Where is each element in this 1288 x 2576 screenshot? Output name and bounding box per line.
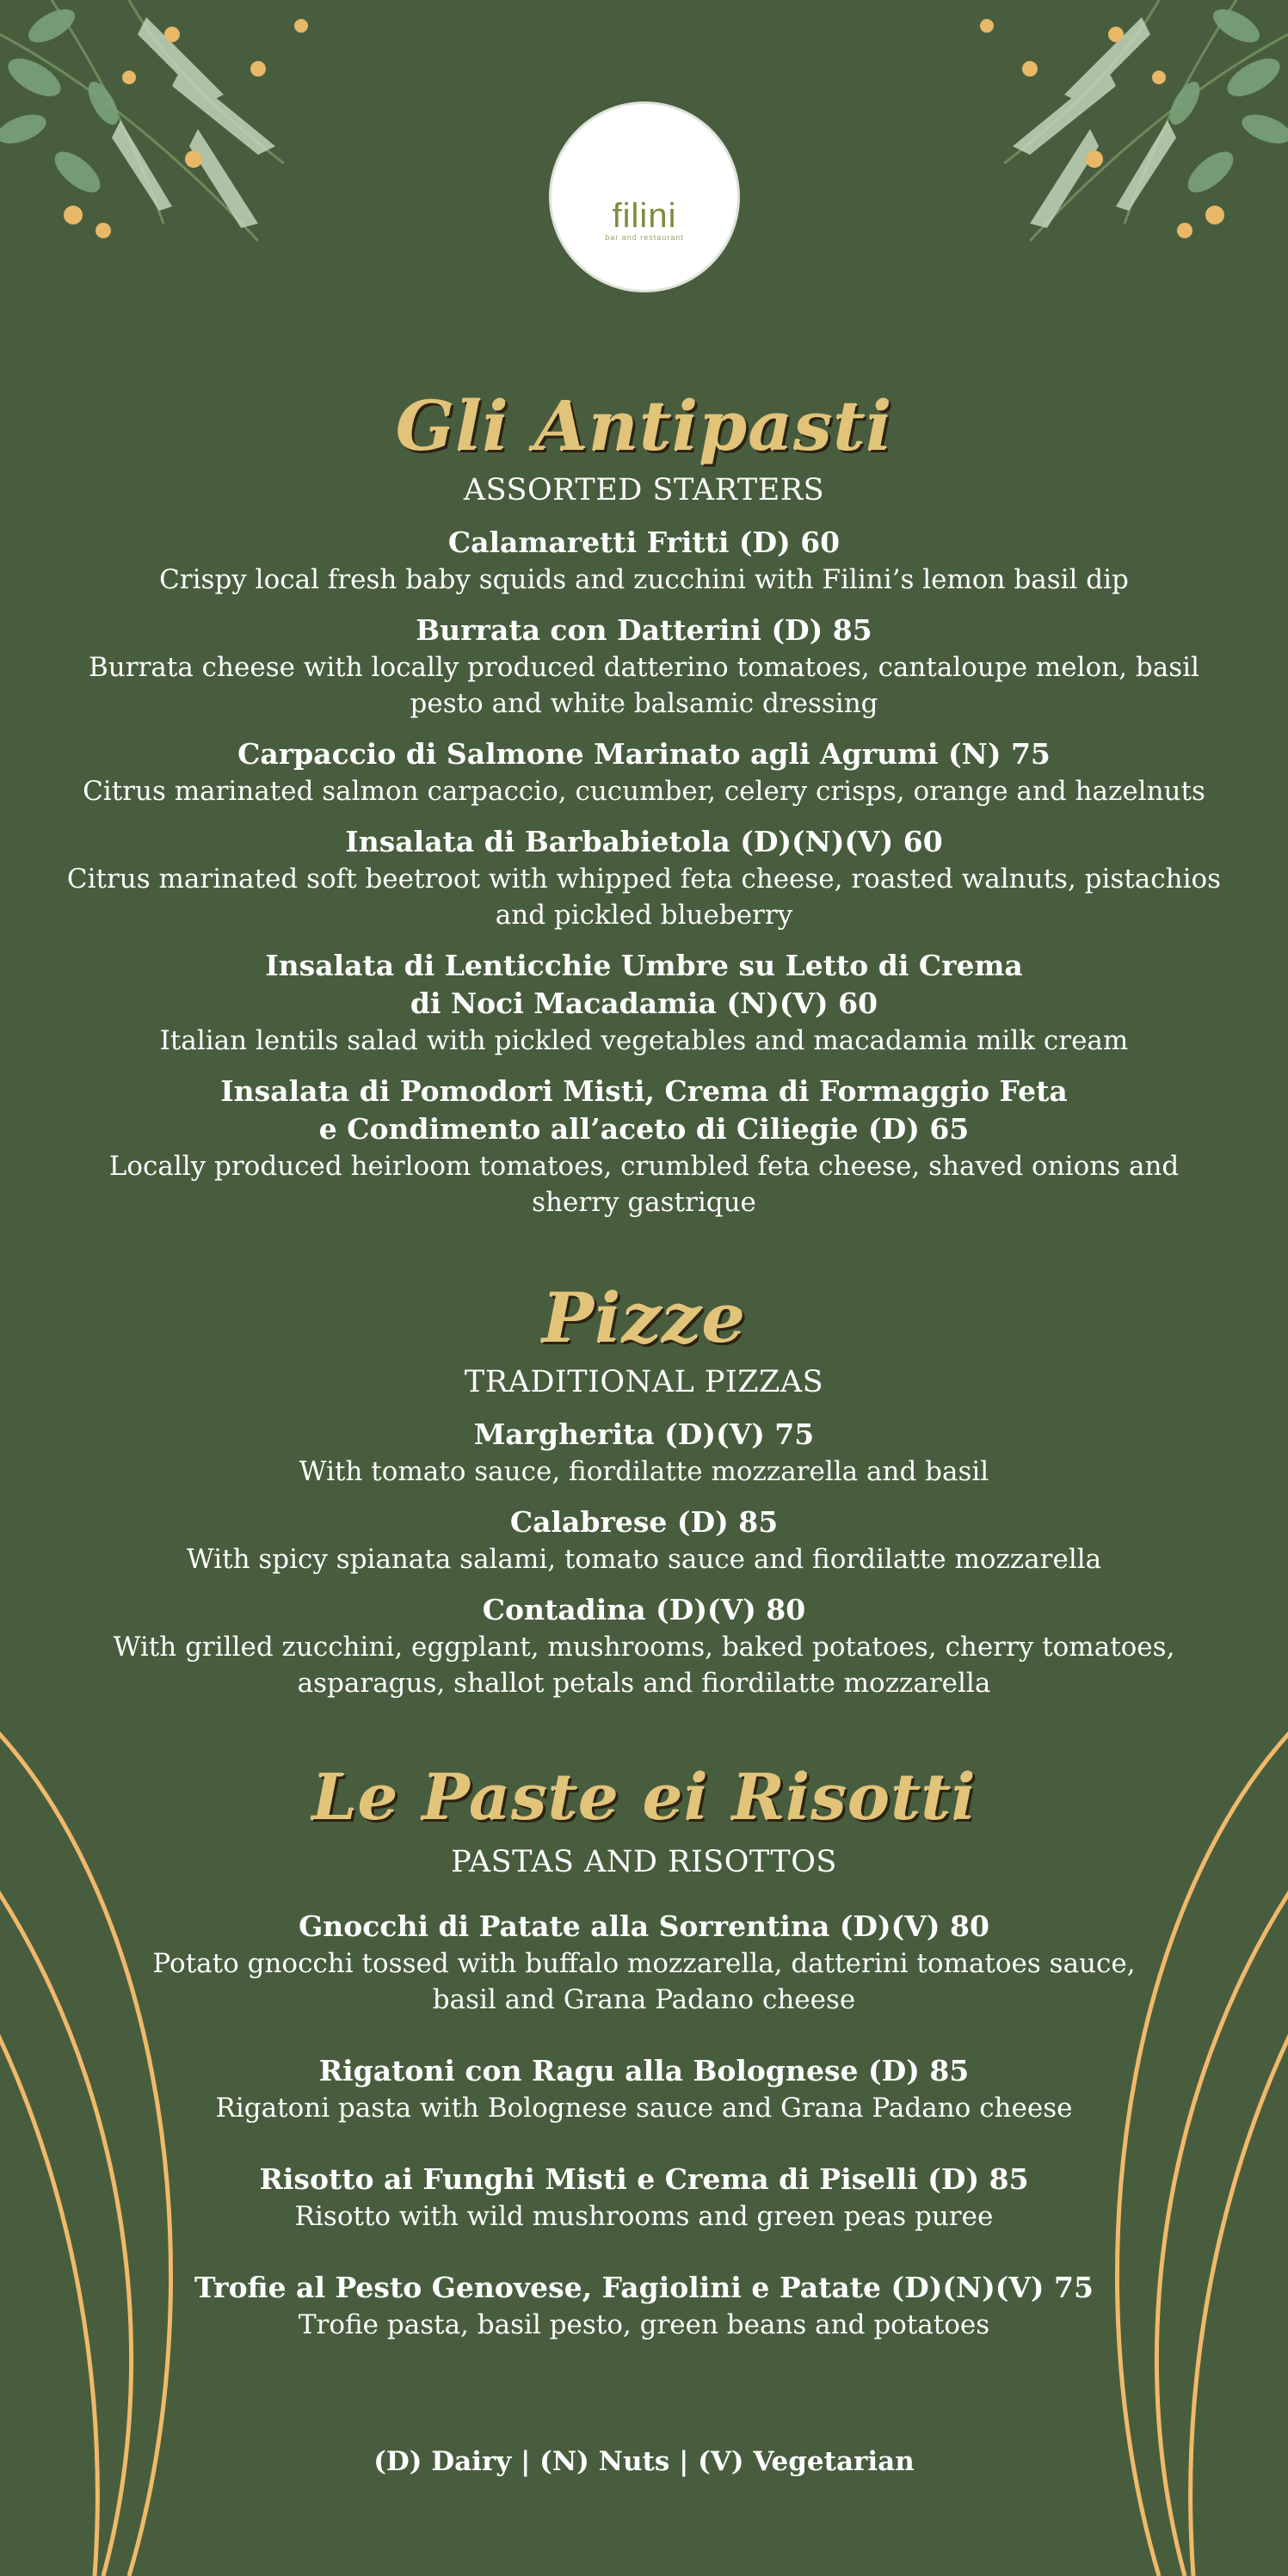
section-subtitle: PASTAS AND RISOTTOS [451, 1845, 837, 1879]
dietary-legend: (D) Dairy | (N) Nuts | (V) Vegetarian [373, 2446, 915, 2477]
foliage-left-decoration [0, 0, 344, 249]
section-subtitle: ASSORTED STARTERS [463, 473, 825, 507]
menu-item [52, 1073, 1236, 1220]
dish-description: Locally produced heirloom tomatoes, crumbled feta cheese, shaved onions and sherry gastrique [108, 1151, 1180, 1218]
foliage-right-decoration [944, 0, 1288, 249]
dish-description: Crispy local fresh baby squids and zucchini with Filini’s lemon basil dip [159, 564, 1129, 595]
dish-name: Gnocchi di Patate alla Sorrentina (D)(V) 80 [299, 1909, 989, 1943]
menu-item [52, 524, 1236, 598]
dish-name: Calabrese (D) 85 [509, 1505, 779, 1539]
dish-description: Citrus marinated soft beetroot with whipped feta cheese, roasted walnuts, pistachios and pickled blueberry [66, 864, 1222, 931]
dish-name: Insalata di Pomodori Misti, Crema di Formaggio Feta e Condimento all’aceto di Ciliegie (D) 65 [220, 1074, 1068, 1146]
dish-description: Italian lentils salad with pickled vegetables and macadamia milk cream [159, 1025, 1129, 1056]
menu-item [52, 612, 1236, 722]
dish-description: With spicy spianata salami, tomato sauce and fiordilatte mozzarella [186, 1544, 1102, 1575]
logo-tagline: bar and restaurant [605, 233, 684, 242]
dish-description: Citrus marinated salmon carpaccio, cucumber, celery crisps, orange and hazelnuts [83, 776, 1205, 807]
dish-description: Potato gnocchi tossed with buffalo mozzarella, datterini tomatoes sauce, basil and Grana Padano cheese [152, 1948, 1136, 2015]
menu-item [52, 1591, 1236, 1701]
section-title: Gli Antipasti [395, 385, 893, 466]
menu-item [52, 2269, 1236, 2343]
dish-name: Burrata con Datterini (D) 85 [416, 613, 872, 647]
dish-description: With grilled zucchini, eggplant, mushrooms, baked potatoes, cherry tomatoes, asparagus, shallot petals and fiordilatte mozzarella [113, 1632, 1175, 1699]
menu-item [52, 735, 1236, 809]
logo-name: filini [612, 197, 677, 235]
dish-name: Insalata di Barbabietola (D)(N)(V) 60 [345, 825, 943, 858]
dish-name: Calamaretti Fritti (D) 60 [447, 526, 841, 559]
section-subtitle: TRADITIONAL PIZZAS [464, 1365, 824, 1399]
restaurant-logo [549, 101, 740, 292]
dish-description: Burrata cheese with locally produced datterino tomatoes, cantaloupe melon, basil pesto and white balsamic dressing [89, 652, 1199, 719]
menu-item [52, 2161, 1236, 2235]
menu-item [52, 1908, 1236, 2018]
dish-description: With tomato sauce, fiordilatte mozzarella and basil [299, 1456, 989, 1487]
menu-item [52, 823, 1236, 933]
dish-description: Trofie pasta, basil pesto, green beans and potatoes [298, 2309, 990, 2340]
menu-item [52, 1416, 1236, 1490]
dish-description: Rigatoni pasta with Bolognese sauce and Grana Padano cheese [215, 2093, 1073, 2124]
dish-name: Insalata di Lenticchie Umbre su Letto di Crema di Noci Macadamia (N)(V) 60 [265, 949, 1023, 1020]
dish-name: Margherita (D)(V) 75 [473, 1417, 815, 1451]
dish-name: Rigatoni con Ragu alla Bolognese (D) 85 [318, 2054, 970, 2087]
section-title: Pizze [541, 1277, 747, 1358]
section-title: Le Paste ei Risotti [311, 1761, 977, 1835]
section-pizze [52, 1275, 1236, 1701]
menu-item [52, 2052, 1236, 2126]
dish-name: Risotto ai Funghi Misti e Crema di Piselli (D) 85 [259, 2162, 1029, 2196]
dish-name: Carpaccio di Salmone Marinato agli Agrumi (N) 75 [237, 737, 1051, 771]
dish-name: Contadina (D)(V) 80 [482, 1593, 806, 1626]
dish-description: Risotto with wild mushrooms and green peas puree [294, 2201, 994, 2232]
section-paste-risotti [52, 1755, 1236, 2343]
menu-item [52, 947, 1236, 1059]
section-antipasti [52, 383, 1236, 1220]
dish-name: Trofie al Pesto Genovese, Fagiolini e Patate (D)(N)(V) 75 [194, 2271, 1094, 2304]
menu-item [52, 1503, 1236, 1577]
